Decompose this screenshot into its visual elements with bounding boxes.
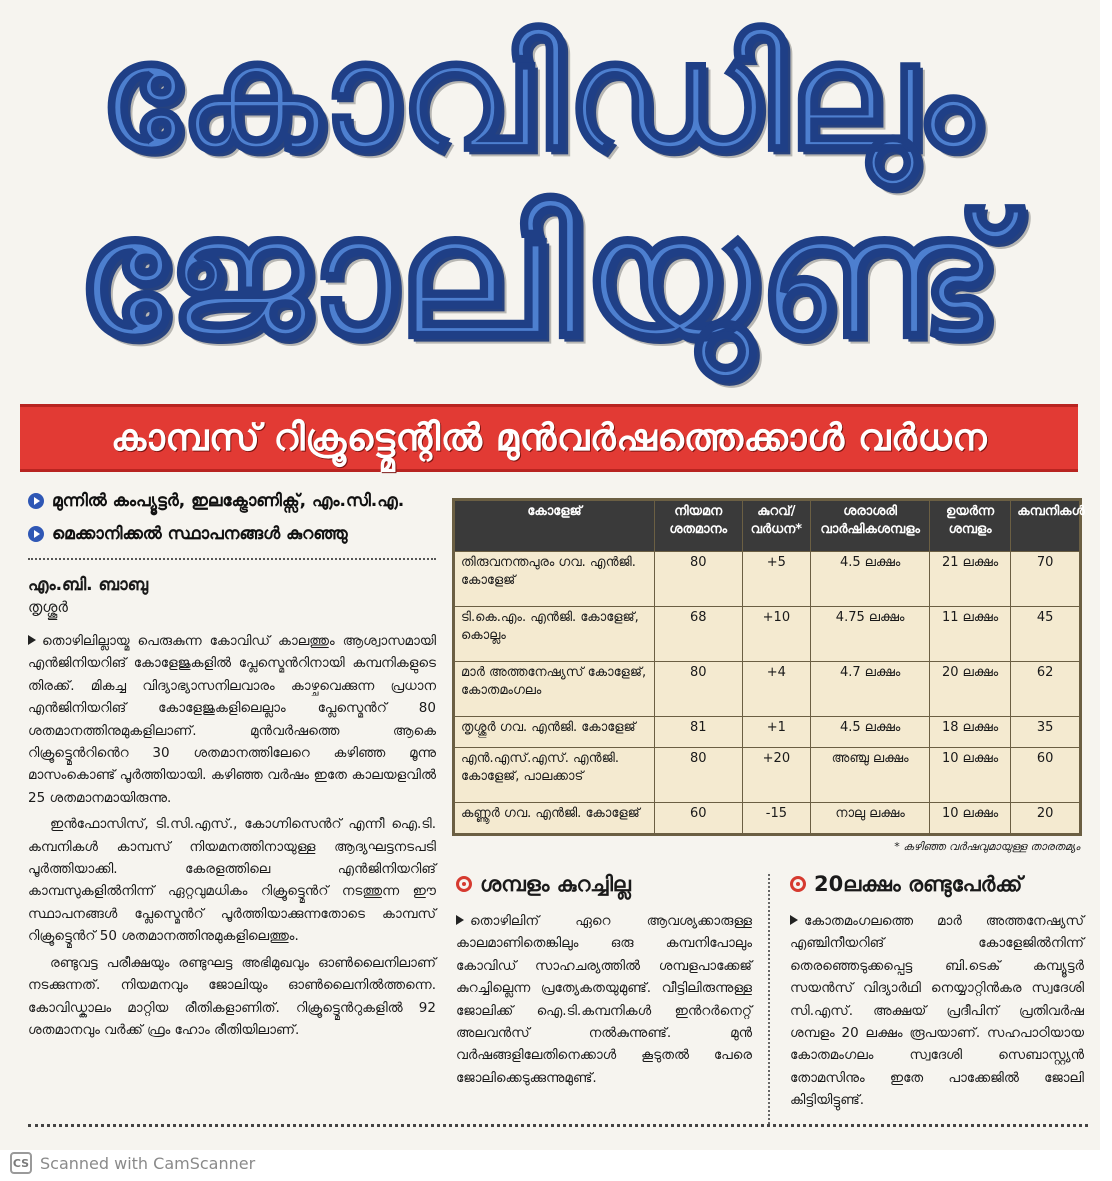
scanner-watermark (10, 1152, 255, 1174)
table-cell: നാലു ലക്ഷം (811, 803, 930, 834)
table-cell: 70 (1011, 552, 1080, 607)
table-cell: 4.5 ലക്ഷം (811, 552, 930, 607)
table-cell: 62 (1011, 662, 1080, 717)
table-cell: 20 (1011, 803, 1080, 834)
table-cell: അഞ്ചു ലക്ഷം (811, 748, 930, 803)
target-bullet-icon (790, 876, 806, 892)
table-cell: 10 ലക്ഷം (930, 748, 1011, 803)
table-cell: 35 (1011, 717, 1080, 748)
play-bullet-icon (28, 526, 44, 542)
table-row (455, 552, 1080, 607)
banner-text: കാമ്പസ് റിക്രൂട്ട്മെന്റിൽ മുൻവർഷത്തെക്കാൾ വർധന (110, 416, 988, 459)
table-cell: 80 (655, 552, 743, 607)
sidebar-heading (456, 866, 752, 902)
table-cell: +10 (742, 607, 811, 662)
table-cell: 45 (1011, 607, 1080, 662)
column-header: നിയമന ശതമാനം (655, 501, 743, 552)
table-cell: ടി.കെ.എം. എൻജി. കോളേജ്, കൊല്ലം (455, 607, 655, 662)
table-row (455, 607, 1080, 662)
sidebar-body: തൊഴിലിന് ഏറെ ആവശ്യക്കാരുള്ള കാലമാണിതെങ്കിലും ഒരു കമ്പനിപോലും കോവിഡ് സാഹചര്യത്തിൽ ശമ്പളപാക്കേജ് കുറച്ചില്ലെന്ന പ്രത്യേകതയുമുണ്ട്. വീട്ടിലിരുന്നുള്ള ജോലിക്ക് ഐ.ടി.കമ്പനികൾ ഇൻറർനെറ്റ് അലവൻസ് നൽകുന്നുണ്ട്. മുൻ വർഷങ്ങളിലേതിനെക്കാൾ കൂടുതൽ പേരെ ജോലിക്കെടുക്കുന്നുമുണ്ട്. (456, 913, 752, 1086)
main-article (28, 488, 436, 1045)
watermark-text: Scanned with CamScanner (40, 1153, 256, 1173)
table-cell: 80 (655, 662, 743, 717)
column-header: കുറവ്/ വർധന* (742, 501, 811, 552)
table-cell: 60 (1011, 748, 1080, 803)
column-divider (768, 874, 770, 1124)
highlight-text: മെക്കാനിക്കൽ സ്ഥാപനങ്ങൾ കുറഞ്ഞു (52, 524, 348, 544)
article-paragraph: തൊഴിലില്ലായ്മ പെരുകുന്ന കോവിഡ് കാലത്തും ആശ്വാസമായി എൻജിനിയറിങ് കോളേജുകളിൽ പ്ലേസ്മെൻറിനായി കമ്പനികളുടെ തിരക്ക്. മികച്ച വിദ്യാഭ്യാസനിലവാരം കാഴ്ചവെക്കുന്ന പ്രധാന എൻജിനിയറിങ് കോളേജുകളിലെല്ലാം പ്ലേസ്മെൻറ് 80 ശതമാനത്തിനുമുകളിലാണ്. മുൻവർഷത്തെ ആകെ റിക്രൂട്ട്മെൻറിൻെറ 30 ശതമാനത്തിലേറെ കഴിഞ്ഞ മൂന്നു മാസംകൊണ്ട് പൂർത്തിയായി. കഴിഞ്ഞ വർഷം ഇതേ കാലയളവിൽ 25 ശതമാനമായിരുന്നു. (28, 633, 436, 806)
column-header: ശരാശരി വാർഷികശമ്പളം (811, 501, 930, 552)
sidebar-heading-text: ശമ്പളം കുറച്ചില്ല (480, 871, 631, 896)
table-cell: -15 (742, 803, 811, 834)
headline-line-2: ജോലിയുണ്ട് (75, 178, 1005, 376)
highlight-item (28, 521, 436, 548)
subheading-banner (20, 404, 1078, 472)
table-cell: 11 ലക്ഷം (930, 607, 1011, 662)
byline: എം.ബി. ബാബു (28, 575, 149, 595)
table-cell: 60 (655, 803, 743, 834)
column-header: ഉയർന്ന ശമ്പളം (930, 501, 1011, 552)
column-header: കോളേജ് (455, 501, 655, 552)
table-header-row (455, 501, 1080, 552)
table-cell: എൻ.എസ്.എസ്. എൻജി. കോളേജ്, പാലക്കാട് (455, 748, 655, 803)
highlight-text: മുന്നിൽ കംപ്യൂട്ടർ, ഇലക്ട്രോണിക്സ്, എം.സി.എ. (52, 491, 405, 511)
article-paragraph: ഇൻഫോസിസ്, ടി.സി.എസ്., കോഗ്നിസെൻറ് എന്നീ ഐ.ടി. കമ്പനികൾ കാമ്പസ് നിയമനത്തിനായുള്ള ആദ്യഘട്ടനടപടി പൂർത്തിയാക്കി. കേരളത്തിലെ എൻജിനിയറിങ് കാമ്പസുകളിൽനിന്ന് ഏറ്റവുമധികം റിക്രൂട്ട്മെൻറ് നടത്തുന്ന ഈ സ്ഥാപനങ്ങൾ പ്ലേസ്മെൻറ് പൂർത്തിയാക്കുന്നതോടെ കാമ്പസ് റിക്രൂട്ട്മെൻറ് 50 ശതമാനത്തിനുമുകളിലെത്തും. (28, 816, 436, 945)
table-cell: +20 (742, 748, 811, 803)
highlight-item (28, 488, 436, 515)
table-row (455, 748, 1080, 803)
table-row (455, 803, 1080, 834)
table-cell: 68 (655, 607, 743, 662)
table-cell: 81 (655, 717, 743, 748)
table-cell: 20 ലക്ഷം (930, 662, 1011, 717)
table-cell: 21 ലക്ഷം (930, 552, 1011, 607)
table-cell: 18 ലക്ഷം (930, 717, 1011, 748)
table-row (455, 662, 1080, 717)
table-footnote: * കഴിഞ്ഞ വർഷവുമായുള്ള താരതമ്യം (894, 840, 1080, 853)
camscanner-logo: CS (10, 1152, 32, 1174)
column-header: കമ്പനികൾ (1011, 501, 1080, 552)
headline-line-1: കോവിഡിലും (98, 10, 982, 184)
divider (28, 558, 436, 560)
table-cell: തൃശ്ശൂർ ഗവ. എൻജി. കോളേജ് (455, 717, 655, 748)
sidebar-top-salary (790, 866, 1084, 1112)
sidebar-heading (790, 866, 1084, 902)
paragraph-marker-icon (456, 915, 464, 925)
paragraph-marker-icon (28, 635, 36, 645)
table-cell: 4.5 ലക്ഷം (811, 717, 930, 748)
play-bullet-icon (28, 493, 44, 509)
table-cell: കണ്ണൂർ ഗവ. എൻജി. കോളേജ് (455, 803, 655, 834)
bottom-divider (28, 1124, 1088, 1127)
table-cell: തിരുവനന്തപുരം ഗവ. എൻജി. കോളേജ് (455, 552, 655, 607)
sidebar-salary (456, 866, 752, 1089)
table-cell: 80 (655, 748, 743, 803)
article-paragraph: രണ്ടുവട്ട പരീക്ഷയും രണ്ടുഘട്ട അഭിമുഖവും ഓൺലൈനിലാണ് നടക്കുന്നത്. നിയമനവും ജോലിയും ഓൺലൈനിൽത്തന്നെ. കോവിഡ്കാലം മാറ്റിയ രീതികളാണിത്. റിക്രൂട്ട്മെൻറുകളിൽ 92 ശതമാനവും വർക്ക് ഫ്രം ഹോം രീതിയിലാണ്. (28, 954, 436, 1038)
table-cell: +1 (742, 717, 811, 748)
table-cell: മാർ അത്തനേഷ്യസ് കോളേജ്, കോതമംഗലം (455, 662, 655, 717)
sidebar-heading-text: 20ലക്ഷം രണ്ടുപേർക്ക് (814, 871, 1023, 896)
sidebar-body: കോതമംഗലത്തെ മാർ അത്തനേഷ്യസ് എഞ്ചിനീയറിങ് കോളേജിൽനിന്ന് തെരഞ്ഞെടുക്കപ്പെട്ട ബി.ടെക് കമ്പ്യൂട്ടർ സയൻസ് വിദ്യാർഥി നെയ്യാറ്റിൻകര സ്വദേശി സി.എസ്. അക്ഷയ് പ്രദീപിന് പ്രതിവർഷ ശമ്പളം 20 ലക്ഷം രൂപയാണ്. സഹപാഠിയായ കോതമംഗലം സ്വദേശി സെബാസ്റ്റ്യൻ തോമസിനും ഇതേ പാക്കേജിൽ ജോലി കിട്ടിയിട്ടുണ്ട്. (790, 913, 1084, 1109)
table-cell: +5 (742, 552, 811, 607)
table-cell: 4.7 ലക്ഷം (811, 662, 930, 717)
target-bullet-icon (456, 876, 472, 892)
placement-table (452, 498, 1085, 836)
dateline: തൃശ്ശൂർ (28, 598, 68, 616)
table-cell: +4 (742, 662, 811, 717)
table-cell: 10 ലക്ഷം (930, 803, 1011, 834)
table-row (455, 717, 1080, 748)
table-cell: 4.75 ലക്ഷം (811, 607, 930, 662)
paragraph-marker-icon (790, 915, 798, 925)
